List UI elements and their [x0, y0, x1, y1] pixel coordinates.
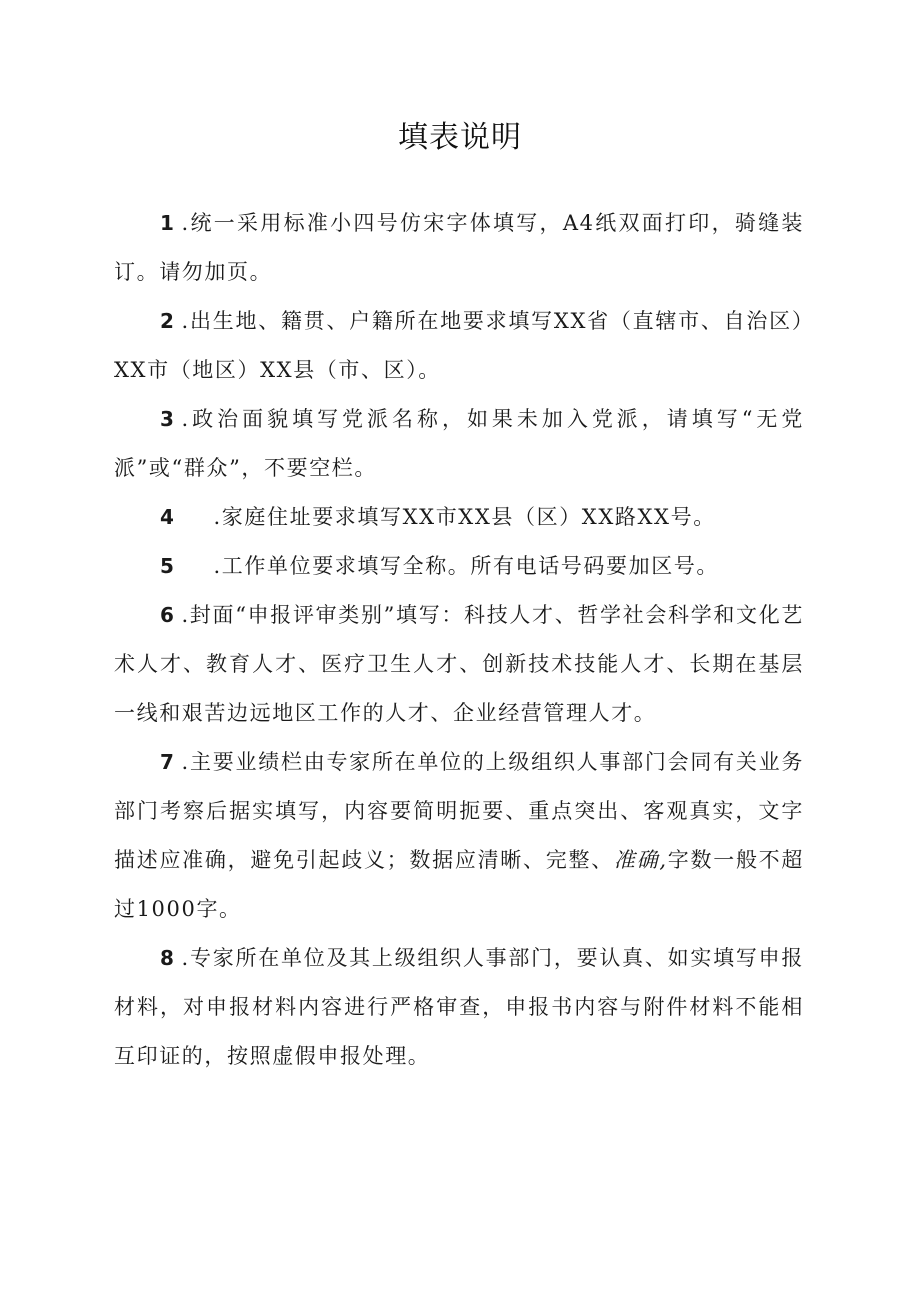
- item-number: 1: [160, 211, 176, 235]
- item-number: 4: [160, 505, 176, 529]
- page-title: 填表说明: [398, 120, 522, 155]
- item-text: .工作单位要求填写全称。所有电话号码要加区号。: [213, 554, 720, 578]
- instruction-item-3: [114, 395, 804, 493]
- item-number: 7: [160, 750, 176, 774]
- item-text: .主要业绩栏由专家所在单位的上级组织人事部门会同有关业务部门考察后据实填写，内容要简明扼要、重点突出、客观真实，文字描述应准确，避免引起歧义；数据应清晰、完整、: [114, 750, 804, 872]
- item-number: 3: [160, 407, 176, 431]
- item-text: .家庭住址要求填写XX市XX县（区）XX路XX号。: [213, 505, 716, 529]
- instruction-item-8: [114, 934, 804, 1081]
- item-number: 2: [160, 309, 176, 333]
- item-number: 5: [160, 554, 176, 578]
- item-text: .政治面貌填写党派名称，如果未加入党派，请填写“无党派”或“群众”，不要空栏。: [114, 407, 804, 480]
- item-number: 6: [160, 603, 176, 627]
- item-text: .专家所在单位及其上级组织人事部门，要认真、如实填写申报材料，对申报材料内容进行严格审查，申报书内容与附件材料不能相互印证的，按照虚假申报处理。: [114, 946, 804, 1068]
- instruction-item-4: [114, 493, 804, 542]
- instruction-item-2: [114, 297, 804, 395]
- instruction-item-6: [114, 591, 804, 738]
- item-number: 8: [160, 946, 176, 970]
- item-text-italic: 准确,: [613, 848, 668, 872]
- item-text: .封面“申报评审类别”填写：科技人才、哲学社会科学和文化艺术人才、教育人才、医疗卫生人才、创新技术技能人才、长期在基层一线和艰苦边远地区工作的人才、企业经营管理人才。: [114, 603, 804, 725]
- item-text: .统一采用标准小四号仿宋字体填写，A4纸双面打印，骑缝装订。请勿加页。: [114, 211, 804, 284]
- instruction-item-7: [114, 738, 804, 934]
- instructions-body: [114, 199, 804, 1081]
- instruction-item-5: [114, 542, 804, 591]
- instruction-item-1: [114, 199, 804, 297]
- item-text: 字数一般不超过1000字。: [114, 848, 804, 921]
- item-text: .出生地、籍贯、户籍所在地要求填写XX省（直辖市、自治区）XX市（地区）XX县（市、区）。: [114, 309, 804, 382]
